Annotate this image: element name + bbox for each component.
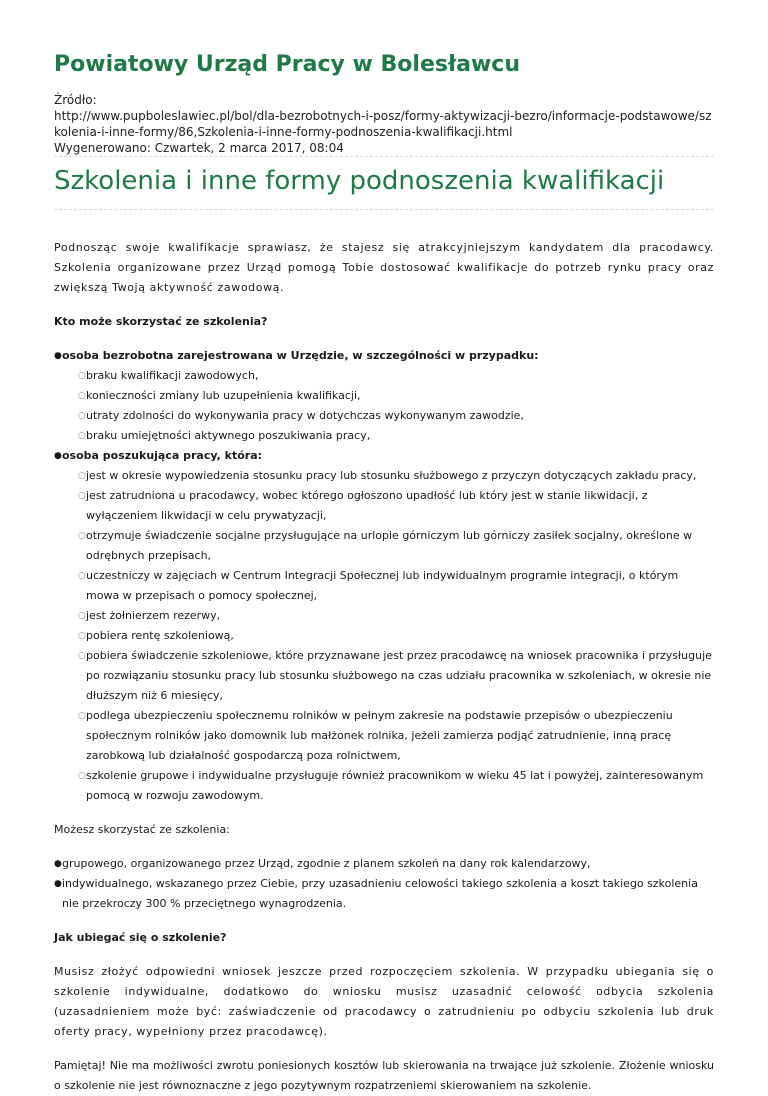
who-heading: Kto może skorzystać ze szkolenia? <box>54 315 268 328</box>
list-item: ● grupowego, organizowanego przez Urząd, zgodnie z planem szkoleń na dany rok kalendarzowy, <box>54 854 714 874</box>
list-item: ○ utraty zdolności do wykonywania pracy w dotychczas wykonywanym zawodzie, <box>78 406 714 426</box>
intro-paragraph: Podnosząc swoje kwalifikacje sprawiasz, że stajesz się atrakcyjniejszym kandydatem dla pracodawcy. Szkolenia organizowane przez Urząd pomogą Tobie dostosować kwalifikacje do potrzeb rynku pracy oraz zwiększą Twoją aktywność zawodową. <box>54 241 714 294</box>
sub-bullet-icon: ○ <box>78 391 86 401</box>
list-item: ○ braku umiejętności aktywnego poszukiwania pracy, <box>78 426 714 446</box>
eligibility-group <box>54 346 714 446</box>
how-heading: Jak ubiegać się o szkolenie? <box>54 931 227 944</box>
sub-bullet-icon: ○ <box>78 531 86 541</box>
list-item: ○ jest zatrudniona u pracodawcy, wobec którego ogłoszono upadłość lub który jest w stanie likwidacji, z wyłączeniem likwidacji w celu prywatyzacji, <box>78 486 714 526</box>
generated-date: Wygenerowano: Czwartek, 2 marca 2017, 08:04 <box>54 141 344 155</box>
sub-bullet-icon: ○ <box>78 431 86 441</box>
meta-info <box>54 92 714 156</box>
sub-bullet-icon: ○ <box>78 411 86 421</box>
group-label: osoba poszukująca pracy, która: <box>62 449 263 462</box>
list-item: ○ uczestniczy w zajęciach w Centrum Integracji Społecznej lub indywidualnym programie integracji, o którym mowa w przepisach o pomocy społecznej, <box>78 566 714 606</box>
divider-bottom <box>54 209 714 210</box>
sub-bullet-icon: ○ <box>78 711 86 721</box>
bullet-icon: ● <box>54 859 62 869</box>
bullet-icon: ● <box>54 351 62 361</box>
eligibility-list <box>54 346 714 806</box>
source-label: Źródło: <box>54 93 97 107</box>
group-items <box>62 366 714 446</box>
sub-bullet-icon: ○ <box>78 631 86 641</box>
sub-bullet-icon: ○ <box>78 611 86 621</box>
sub-bullet-icon: ○ <box>78 571 86 581</box>
list-item: ● indywidualnego, wskazanego przez Ciebie, przy uzasadnieniu celowości takiego szkolenia a koszt takiego szkolenia nie przekroczy 300 % przeciętnego wynagrodzenia. <box>54 874 714 914</box>
group-label: osoba bezrobotna zarejestrowana w Urzędzie, w szczególności w przypadku: <box>62 349 539 362</box>
list-item: ○ otrzymuje świadczenie socjalne przysługujące na urlopie górniczym lub górniczy zasiłek socjalny, określone w odrębnych przepisach, <box>78 526 714 566</box>
list-item: ○ pobiera rentę szkoleniową, <box>78 626 714 646</box>
sub-bullet-icon: ○ <box>78 371 86 381</box>
training-types-list <box>54 854 714 914</box>
bullet-icon: ● <box>54 879 62 889</box>
list-item: ○ podlega ubezpieczeniu społecznemu rolników w pełnym zakresie na podstawie przepisów o ubezpieczeniu społecznym rolników jako domownik lub małżonek rolnika, jeżeli zamierza podjąć zatrudnienie, inną pracę zarobkową lub działalność gospodarczą poza rolnictwem, <box>78 706 714 766</box>
sub-bullet-icon: ○ <box>78 651 86 661</box>
site-title: Powiatowy Urząd Pracy w Bolesławcu <box>54 52 520 77</box>
page-title: Szkolenia i inne formy podnoszenia kwalifikacji <box>54 166 665 196</box>
list-item: ○ konieczności zmiany lub uzupełnienia kwalifikacji, <box>78 386 714 406</box>
source-url: http://www.pupboleslawiec.pl/bol/dla-bezrobotnych-i-posz/formy-aktywizacji-bezro/informacje-podstawowe/szkolenia-i-inne-formy/86,Szkolenia-i-inne-formy-podnoszenia-kwalifikacji.html <box>54 109 712 139</box>
list-item: ○ braku kwalifikacji zawodowych, <box>78 366 714 386</box>
group-items <box>62 466 714 806</box>
list-item: ○ jest w okresie wypowiedzenia stosunku pracy lub stosunku służbowego z przyczyn dotyczących zakładu pracy, <box>78 466 714 486</box>
list-item: ○ jest żołnierzem rezerwy, <box>78 606 714 626</box>
list-item: ○ szkolenie grupowe i indywidualne przysługuje również pracownikom w wieku 45 lat i powyżej, zainteresowanym pomocą w rozwoju zawodowym. <box>78 766 714 806</box>
bullet-icon: ● <box>54 451 62 461</box>
note-paragraph: Pamiętaj! Nie ma możliwości zwrotu poniesionych kosztów lub skierowania na trwające już szkolenie. Złożenie wniosku o szkolenie nie jest równoznaczne z jego pozytywnym rozpatrzeniemi skierowaniem na szkolenie. <box>54 1059 714 1092</box>
article-content <box>54 238 714 1096</box>
can-use-paragraph: Możesz skorzystać ze szkolenia: <box>54 823 230 836</box>
list-item: ○ pobiera świadczenie szkoleniowe, które przyznawane jest przez pracodawcę na wniosek pracownika i przysługuje po rozwiązaniu stosunku pracy lub stosunku służbowego na czas udziału pracownika w szkoleniach, w okresie nie dłuższym niż 6 miesięcy, <box>78 646 714 706</box>
sub-bullet-icon: ○ <box>78 491 86 501</box>
eligibility-group <box>54 446 714 806</box>
how-paragraph: Musisz złożyć odpowiedni wniosek jeszcze przed rozpoczęciem szkolenia. W przypadku ubiegania się o szkolenie indywidualne, dodatkowo do wniosku musisz uzasadnić celowość odbycia szkolenia (uzasadnieniem może być: zaświadczenie od pracodawcy o zatrudnieniu po odbyciu szkolenia lub druk oferty pracy, wypełniony przez pracodawcę). <box>54 965 714 1038</box>
sub-bullet-icon: ○ <box>78 471 86 481</box>
divider-top <box>54 156 714 157</box>
sub-bullet-icon: ○ <box>78 771 86 781</box>
